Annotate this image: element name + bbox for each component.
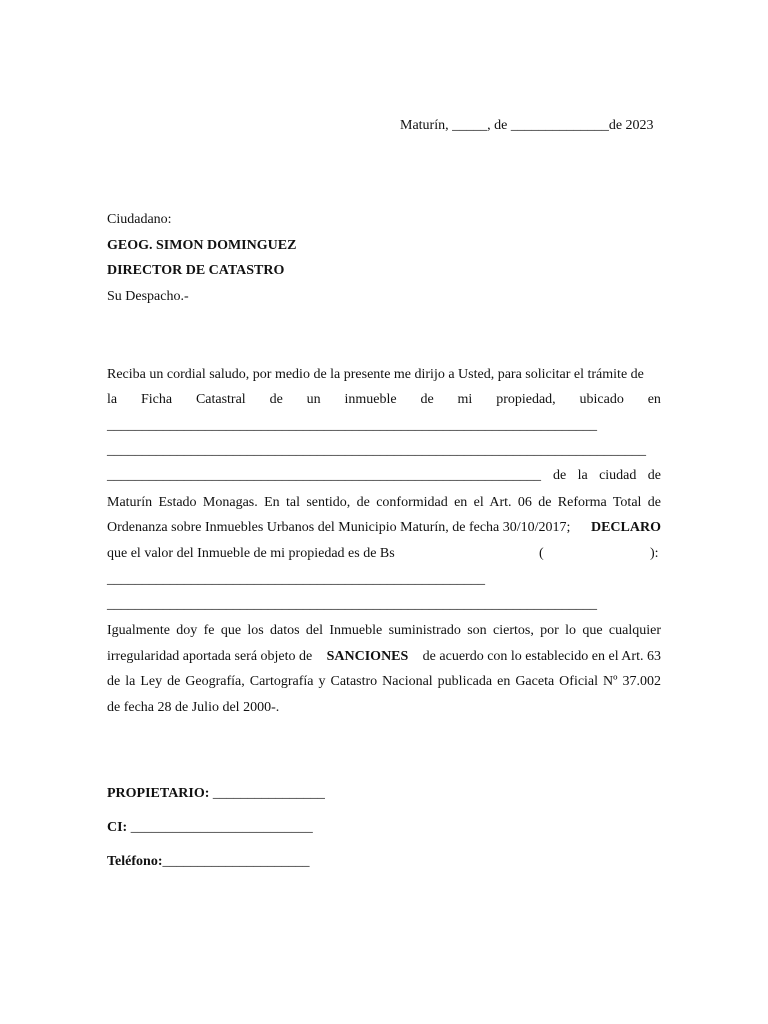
declaration-line-2-prefix: irregularidad aportada será objeto de (107, 649, 313, 664)
ci-row (107, 820, 313, 836)
address-blank-2[interactable]: _____________________________________________________________________________ (107, 443, 646, 458)
declaration-line-3 (107, 674, 661, 690)
word: ciudad (599, 468, 637, 483)
body-line-7-text: Ordenanza sobre Inmuebles Urbanos del Municipio Maturín, de fecha 30/10/2017; (107, 520, 571, 535)
word: Catastral (195, 392, 246, 407)
declaration-line-4: de fecha 28 de Julio del 2000-. (107, 700, 280, 715)
sanciones-keyword: SANCIONES (326, 649, 409, 664)
declaration-line-2-suffix: de acuerdo con lo establecido en el Art. 63 (422, 649, 661, 664)
word: la (107, 392, 118, 407)
value-paren-open: ( (539, 546, 544, 561)
body-line-1 (107, 367, 661, 383)
word: de (420, 392, 434, 407)
phone-row (107, 854, 309, 870)
declaro-keyword: DECLARO (590, 520, 661, 535)
body-line-8: que el valor del Inmueble de mi propiedad es de Bs (107, 546, 395, 561)
value-blank-2[interactable]: ______________________________________________________________________ (107, 597, 597, 612)
word: propiedad, (496, 392, 556, 407)
word: un (306, 392, 321, 407)
body-line-1-text: Reciba un cordial saludo, por medio de la presente me dirijo a Usted, para solicitar el trámite de (107, 367, 644, 382)
body-line-6 (107, 495, 661, 511)
word: inmueble (344, 392, 397, 407)
word: de (269, 392, 283, 407)
body-line-7 (107, 520, 661, 536)
address-blank-1[interactable]: ______________________________________________________________________ (107, 418, 597, 433)
value-blank-1[interactable]: ______________________________________________________ (107, 572, 485, 587)
addressee-office: Su Despacho.- (107, 289, 189, 304)
word: Ficha (140, 392, 173, 407)
addressee-title: DIRECTOR DE CATASTRO (107, 263, 285, 278)
ci-field[interactable]: __________________________ (130, 820, 313, 835)
owner-label: PROPIETARIO: (107, 786, 210, 801)
word: ubicado (579, 392, 624, 407)
declaration-line-3-text: de la Ley de Geografía, Cartografía y Catastro Nacional publicada en Gaceta Oficial Nº 37.002 (107, 674, 661, 689)
owner-row (107, 786, 325, 802)
body-line-6-text: Maturín Estado Monagas. En tal sentido, de conformidad en el Art. 06 de Reforma Total de (107, 495, 661, 510)
body-line-5-tail (553, 468, 661, 484)
phone-field[interactable]: _____________________ (162, 854, 310, 869)
word: en (647, 392, 661, 407)
salutation: Ciudadano: (107, 212, 172, 227)
value-paren-close: ): (650, 546, 659, 561)
owner-field[interactable]: ________________ (212, 786, 325, 801)
declaration-line-1 (107, 623, 661, 639)
date-line: Maturín, _____, de ______________de 2023 (400, 118, 654, 133)
addressee-name: GEOG. SIMON DOMINGUEZ (107, 238, 297, 253)
ci-label: CI: (107, 820, 128, 835)
body-line-2 (107, 392, 661, 408)
word: la (577, 468, 588, 483)
word: de (647, 468, 661, 483)
declaration-line-1-text: Igualmente doy fe que los datos del Inmueble suministrado son ciertos, por lo que cualquier (107, 623, 661, 638)
declaration-line-2 (107, 649, 661, 665)
word: de (553, 468, 567, 483)
address-blank-3[interactable]: ______________________________________________________________ (107, 468, 541, 483)
phone-label: Teléfono: (107, 854, 163, 869)
word: mi (457, 392, 473, 407)
